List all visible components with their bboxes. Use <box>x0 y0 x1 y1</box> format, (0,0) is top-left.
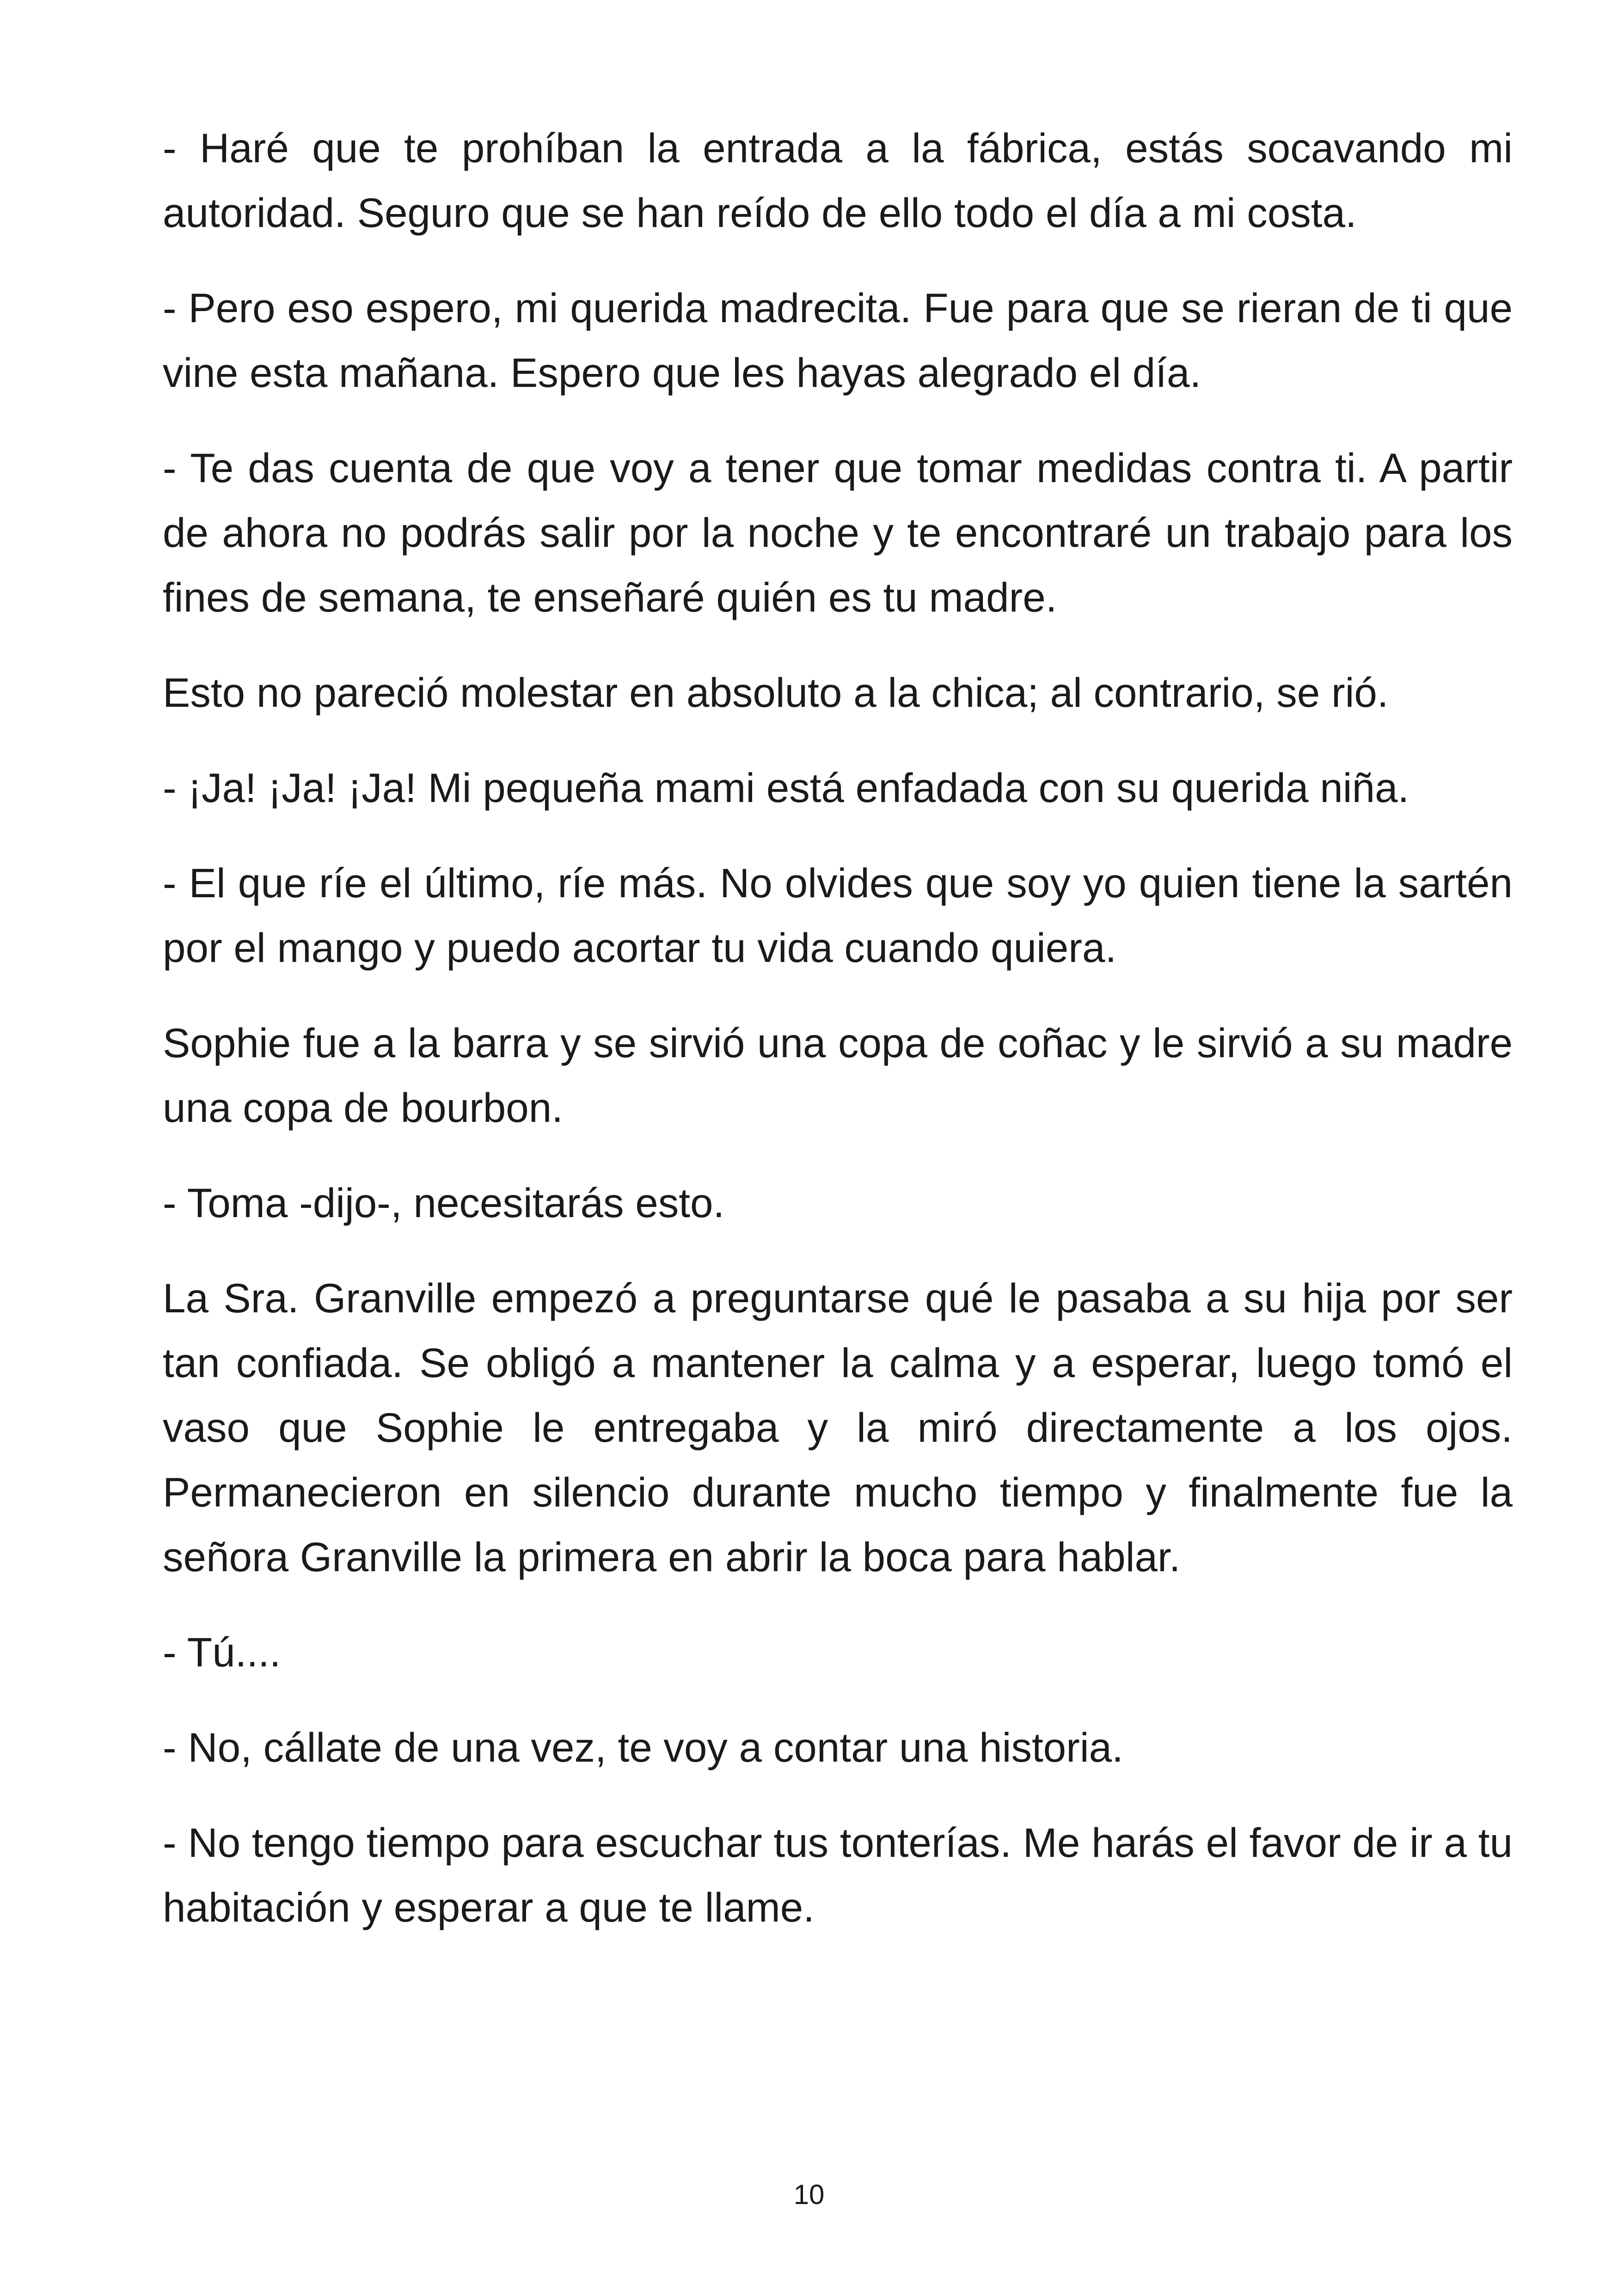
paragraph: Esto no pareció molestar en absoluto a la chica; al contrario, se rió. <box>163 669 1389 716</box>
paragraph: La Sra. Granville empezó a preguntarse qué le pasaba a su hija por ser tan confiada. Se obligó a mantener la calma y a esperar, luego tomó el vaso que Sophie le entregaba y la miró directamente a los ojos. Permanecieron en silencio durante mucho tiempo y finalmente fue la señora Granville la primera en abrir la boca para hablar. <box>163 1275 1513 1580</box>
paragraph: - El que ríe el último, ríe más. No olvides que soy yo quien tiene la sartén por el mango y puedo acortar tu vida cuando quiera. <box>163 860 1513 971</box>
paragraph: - No tengo tiempo para escuchar tus tonterías. Me harás el favor de ir a tu habitación y esperar a que te llame. <box>163 1819 1513 1930</box>
paragraph: - Tú.... <box>163 1629 281 1675</box>
paragraph: - Haré que te prohíban la entrada a la fábrica, estás socavando mi autoridad. Seguro que se han reído de ello todo el día a mi costa. <box>163 125 1513 236</box>
paragraph: - No, cállate de una vez, te voy a contar una historia. <box>163 1724 1123 1770</box>
paragraph: - ¡Ja! ¡Ja! ¡Ja! Mi pequeña mami está enfadada con su querida niña. <box>163 765 1410 811</box>
paragraph: - Toma -dijo-, necesitarás esto. <box>163 1180 725 1226</box>
document-body <box>163 116 1513 1970</box>
page-number: 10 <box>793 2179 825 2210</box>
paragraph: Sophie fue a la barra y se sirvió una copa de coñac y le sirvió a su madre una copa de bourbon. <box>163 1020 1513 1131</box>
paragraph: - Te das cuenta de que voy a tener que tomar medidas contra ti. A partir de ahora no podrás salir por la noche y te encontraré un trabajo para los fines de semana, te enseñaré quién es tu madre. <box>163 445 1513 620</box>
paragraph: - Pero eso espero, mi querida madrecita. Fue para que se rieran de ti que vine esta mañana. Espero que les hayas alegrado el día. <box>163 285 1513 396</box>
